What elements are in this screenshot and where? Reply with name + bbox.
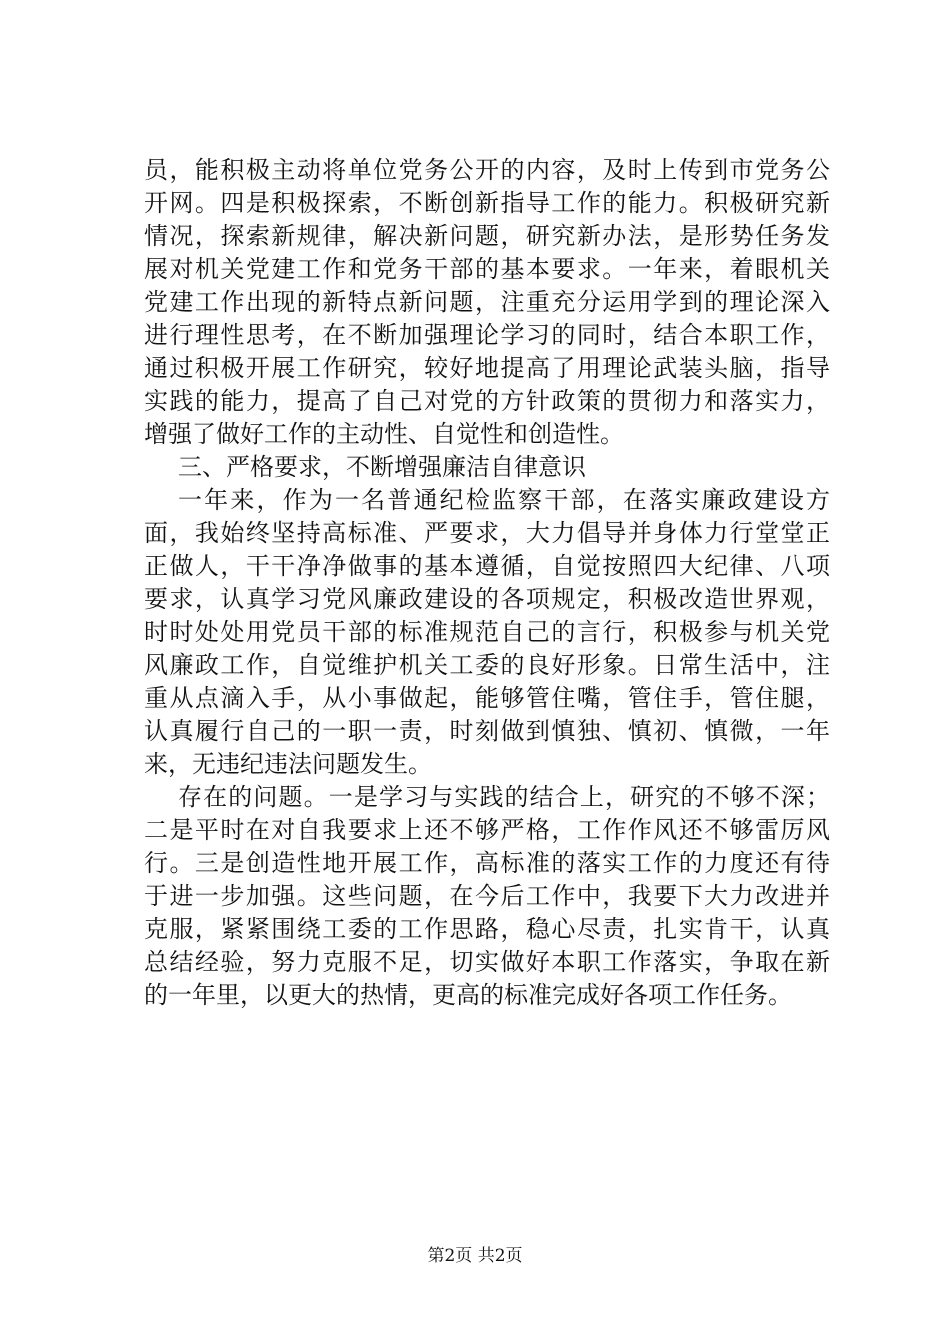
text-line: 时时处处用党员干部的标准规范自己的言行，积极参与机关党 xyxy=(144,618,830,646)
text-line: 增强了做好工作的主动性、自觉性和创造性。 xyxy=(144,420,624,448)
document-body xyxy=(144,154,830,1012)
text-line: 开网。四是积极探索，不断创新指导工作的能力。积极研究新 xyxy=(144,189,830,217)
text-line: 员，能积极主动将单位党务公开的内容，及时上传到市党务公 xyxy=(144,156,830,184)
text-line: 存在的问题。一是学习与实践的结合上，研究的不够不深； xyxy=(178,783,830,811)
page-number-footer: 第2页 共2页 xyxy=(427,1246,523,1266)
text-line: 进行理性思考，在不断加强理论学习的同时，结合本职工作， xyxy=(144,321,830,349)
text-line: 风廉政工作，自觉维护机关工委的良好形象。日常生活中，注 xyxy=(144,651,830,679)
text-line: 正做人，干干净净做事的基本遵循，自觉按照四大纪律、八项 xyxy=(144,552,830,580)
paragraph-continuation xyxy=(144,154,830,451)
text-line: 二是平时在对自我要求上还不够严格，工作作风还不够雷厉风 xyxy=(144,816,830,844)
section-heading xyxy=(144,451,830,484)
text-line: 党建工作出现的新特点新问题，注重充分运用学到的理论深入 xyxy=(144,288,830,316)
text-line: 通过积极开展工作研究，较好地提高了用理论武装头脑，指导 xyxy=(144,354,830,382)
text-line: 要求，认真学习党风廉政建设的各项规定，积极改造世界观， xyxy=(144,585,830,613)
text-line: 来，无违纪违法问题发生。 xyxy=(144,750,432,778)
text-line: 行。三是创造性地开展工作，高标准的落实工作的力度还有待 xyxy=(144,849,830,877)
heading-line: 三、严格要求，不断增强廉洁自律意识 xyxy=(178,453,586,481)
text-line: 克服，紧紧围绕工委的工作思路，稳心尽责，扎实肯干，认真 xyxy=(144,915,830,943)
text-line: 情况，探索新规律，解决新问题，研究新办法，是形势任务发 xyxy=(144,222,830,250)
text-line: 实践的能力，提高了自己对党的方针政策的贯彻力和落实力， xyxy=(144,387,830,415)
text-line: 认真履行自己的一职一责，时刻做到慎独、慎初、慎微，一年 xyxy=(144,717,830,745)
text-line: 展对机关党建工作和党务干部的基本要求。一年来，着眼机关 xyxy=(144,255,830,283)
text-line: 于进一步加强。这些问题，在今后工作中，我要下大力改进并 xyxy=(144,882,830,910)
text-line: 的一年里，以更大的热情，更高的标准完成好各项工作任务。 xyxy=(144,981,792,1009)
text-line: 一年来，作为一名普通纪检监察干部，在落实廉政建设方 xyxy=(178,486,830,514)
paragraph-integrity xyxy=(144,484,830,781)
text-line: 重从点滴入手，从小事做起，能够管住嘴，管住手，管住腿， xyxy=(144,684,830,712)
text-line: 总结经验，努力克服不足，切实做好本职工作落实，争取在新 xyxy=(144,948,830,976)
paragraph-problems xyxy=(144,781,830,1012)
text-line: 面，我始终坚持高标准、严要求，大力倡导并身体力行堂堂正 xyxy=(144,519,830,547)
